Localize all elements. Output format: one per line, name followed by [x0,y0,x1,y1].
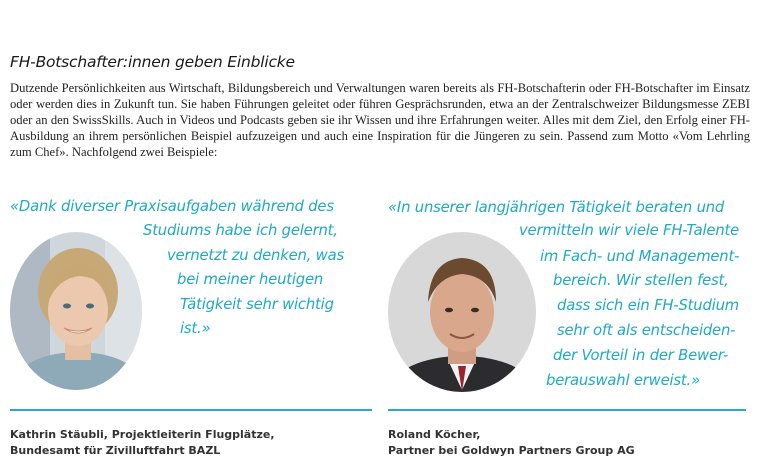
caption-line: Partner bei Goldwyn Partners Group AG [388,444,635,457]
quote-line: sehr oft als entscheiden- [557,322,736,339]
quote-line: vernetzt zu denken, was [167,247,344,264]
quote-line: im Fach- und Management- [540,248,740,265]
quote-line: ist.» [180,320,211,337]
quote-line: Studiums habe ich gelernt, [143,222,338,239]
portrait-kathrin-staeubli [10,232,142,390]
quote-line: berauswahl erweist.» [546,372,700,389]
left-divider [10,409,372,411]
caption-line: Roland Köcher, [388,428,481,441]
section-heading: FH-Botschafter:innen geben Einblicke [10,53,295,71]
quote-line: der Vorteil in der Bewer- [553,347,729,364]
quote-line: «Dank diverser Praxisaufgaben während des [10,198,334,215]
caption-line: Bundesamt für Zivilluftfahrt BAZL [10,444,221,457]
quote-line: «In unserer langjährigen Tätigkeit beraten und [388,199,725,216]
quote-line: bereich. Wir stellen fest, [553,272,729,289]
quote-line: Tätigkeit sehr wichtig [180,296,334,313]
left-caption [10,427,275,459]
quote-line: bei meiner heutigen [177,271,324,288]
right-divider [388,409,746,411]
quote-line: dass sich ein FH-Studium [557,297,739,314]
quote-line: vermitteln wir viele FH-Talente [519,222,740,239]
intro-paragraph: Dutzende Persönlichkeiten aus Wirtschaft, Bildungsbereich und Verwaltungen waren bereits als FH-Botschafterin oder FH-Botschafter im Einsatz oder werden dies in Zukunft tun. Sie haben Führungen geleitet oder führen Gesprächsrunden, etwa an der Zentralschweizer Bildungsmesse ZEBI oder an den SwissSkills. Auch in Videos und Podcasts geben sie ihr Wissen und ihre Erfahrungen weiter. Alles mit dem Ziel, den Erfolg einer FH-Ausbildung an ihrem persönlichen Beispiel aufzuzeigen und auch eine Inspiration für die Jüngeren zu sein. Passend zum Motto «Vom Lehrling zum Chef». Nachfolgend zwei Beispiele: [10,81,750,159]
right-caption [388,427,635,459]
caption-line: Kathrin Stäubli, Projektleiterin Flugplätze, [10,428,275,441]
portrait-roland-koecher [388,232,536,392]
